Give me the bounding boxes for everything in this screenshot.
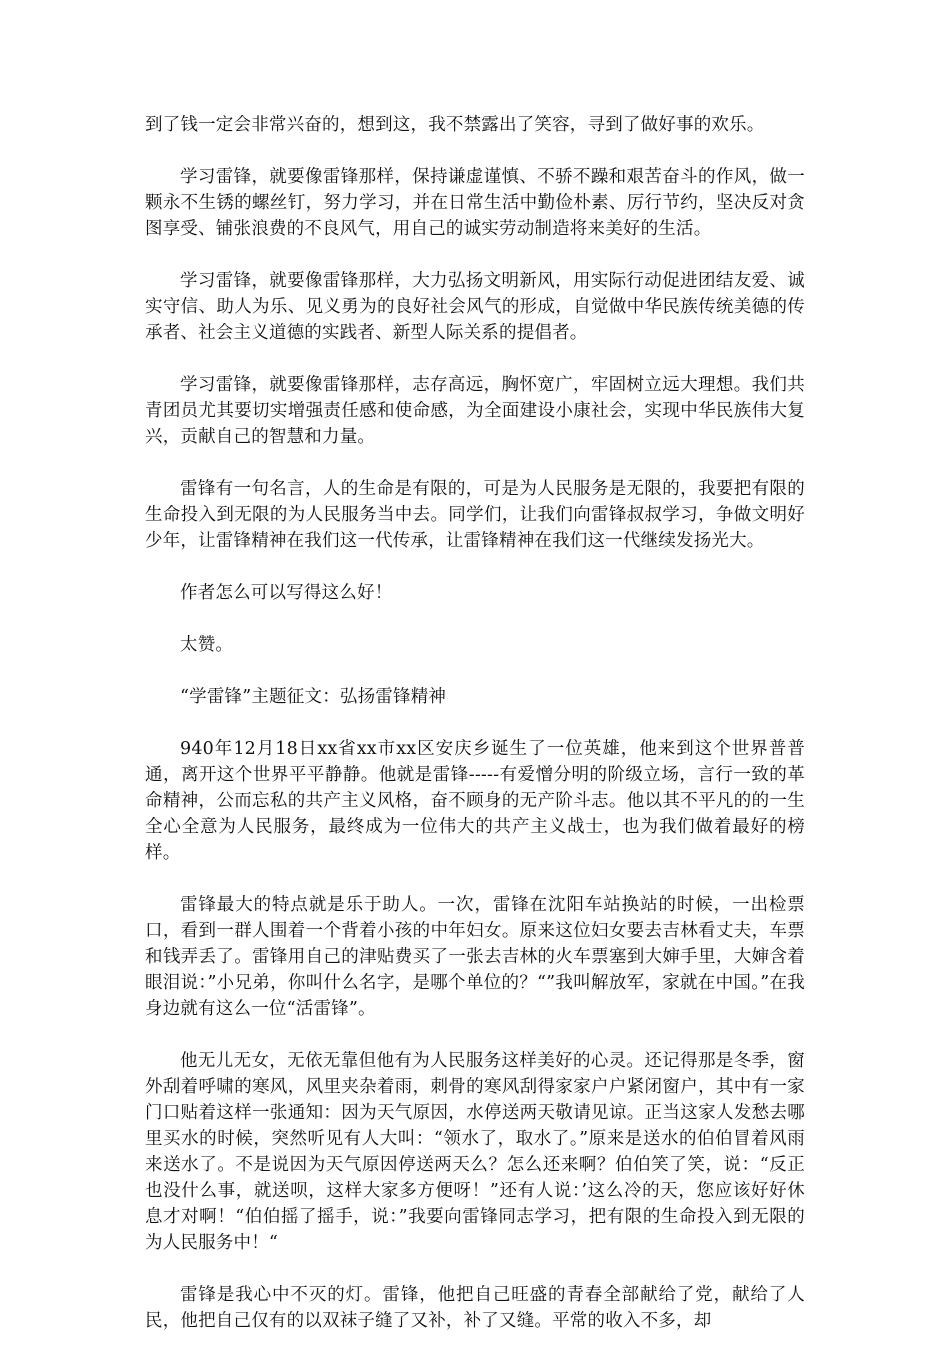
- paragraph-1: 学习雷锋，就要像雷锋那样，保持谦虚谨慎、不骄不躁和艰苦奋斗的作风，做一颗永不生锈的螺丝钉，努力学习，并在日常生活中勤俭朴素、厉行节约，坚决反对贪图享受、铺张浪费的不良风气，用自己的诚实劳动制造将来美好的生活。: [145, 167, 805, 239]
- paragraph-11: 雷锋是我心中不灭的灯。雷锋，他把自己旺盛的青春全部献给了党，献给了人民，他把自己仅有的以双袜子缝了又补，补了又缝。平常的收入不多，却: [145, 1285, 805, 1331]
- paragraph-6: 太赞。: [180, 635, 234, 655]
- document-page: [145, 112, 805, 1360]
- paragraph-10: 他无儿无女，无依无靠但他有为人民服务这样美好的心灵。还记得那是冬季，窗外刮着呼啸的寒风，风里夹杂着雨，刺骨的寒风刮得家家户户紧闭窗户，其中有一家门口贴着这样一张通知：因为天气原因，水停送两天敬请见谅。正当这家人发愁去哪里买水的时候，突然听见有人大叫：“领水了，取水了。”原来是送水的伯伯冒着风雨来送水了。不是说因为天气原因停送两天么？怎么还来啊？伯伯笑了笑，说：“反正也没什么事，就送呗，这样大家多方便呀！”还有人说：’这么冷的天，您应该好好休息才对啊！“伯伯摇了摇手，说：”我要向雷锋同志学习，把有限的生命投入到无限的为人民服务中！“: [145, 1051, 805, 1253]
- paragraph-0: 到了钱一定会非常兴奋的，想到这，我不禁露出了笑容，寻到了做好事的欢乐。: [145, 115, 765, 135]
- paragraph-8: 940年12月18日xx省xx市xx区安庆乡诞生了一位英雄，他来到这个世界普普通，离开这个世界平平静静。他就是雷锋-----有爱憎分明的阶级立场，言行一致的革命精神，公而忘私的共产主义风格，奋不顾身的无产阶斗志。他以其不平凡的的一生全心全意为人民服务，最终成为一位伟大的共产主义战士，也为我们做着最好的榜样。: [145, 739, 805, 863]
- paragraph-9: 雷锋最大的特点就是乐于助人。一次，雷锋在沈阳车站换站的时候，一出检票口，看到一群人围着一个背着小孩的中年妇女。原来这位妇女要去吉林看丈夫，车票和钱弄丢了。雷锋用自己的津贴费买了一张去吉林的火车票塞到大婶手里，大婶含着眼泪说：”小兄弟，你叫什么名字，是哪个单位的？“”我叫解放军，家就在中国。”在我身边就有这么一位“活雷锋”。: [145, 895, 805, 1019]
- paragraph-2: 学习雷锋，就要像雷锋那样，大力弘扬文明新风，用实际行动促进团结友爱、诚实守信、助人为乐、见义勇为的良好社会风气的形成，自觉做中华民族传统美德的传承者、社会主义道德的实践者、新型人际关系的提倡者。: [145, 271, 805, 343]
- essay-title: “学雷锋”主题征文：弘扬雷锋精神: [180, 687, 447, 707]
- paragraph-5: 作者怎么可以写得这么好！: [180, 583, 393, 603]
- paragraph-3: 学习雷锋，就要像雷锋那样，志存高远，胸怀宽广，牢固树立远大理想。我们共青团员尤其要切实增强责任感和使命感，为全面建设小康社会，实现中华民族伟大复兴，贡献自己的智慧和力量。: [145, 375, 805, 447]
- paragraph-4: 雷锋有一句名言，人的生命是有限的，可是为人民服务是无限的，我要把有限的生命投入到无限的为人民服务当中去。同学们，让我们向雷锋叔叔学习，争做文明好少年，让雷锋精神在我们这一代传承，让雷锋精神在我们这一代继续发扬光大。: [145, 479, 805, 551]
